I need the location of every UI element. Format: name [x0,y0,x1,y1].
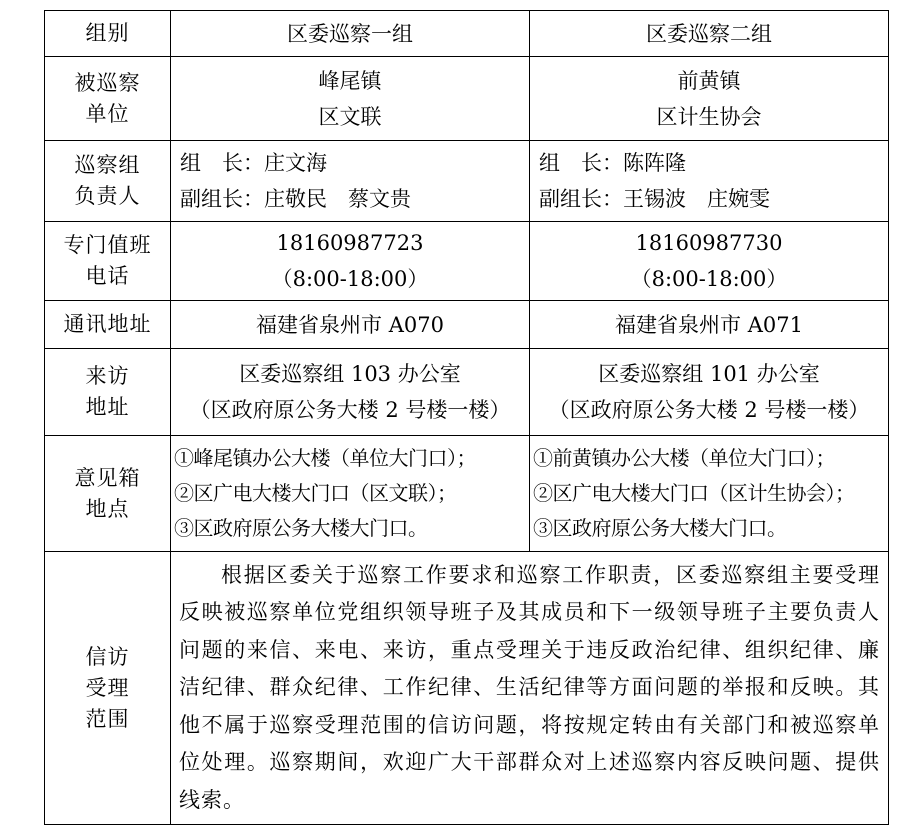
label-line: 受理 [85,675,130,700]
label-line: 负责人 [74,184,141,208]
group2-phone [530,222,889,301]
visit-building: （区政府原公务大楼 2 号楼一楼） [548,398,870,422]
leader-line: 组 长：陈阵隆 [539,151,686,175]
group2-visit [530,349,889,436]
row-mailbox [45,436,889,552]
mailbox-location: ③区政府原公务大楼大门口。 [533,516,787,540]
group1-units [171,57,530,141]
label-line: 地址 [85,395,130,419]
label-line: 电话 [85,264,130,288]
label-phone [45,222,171,301]
label-line: 信访 [85,644,130,669]
mailbox-location: ③区政府原公务大楼大门口。 [174,516,428,540]
group1-address: 福建省泉州市 A070 [171,301,530,349]
label-units [45,57,171,141]
label-line: 专门值班 [63,233,152,257]
label-mailbox [45,436,171,552]
row-scope [45,552,889,825]
label-address: 通讯地址 [45,301,171,349]
row-phone [45,222,889,301]
label-line: 意见箱 [74,465,141,490]
phone-number: 18160987723 [276,231,424,255]
label-line: 被巡察 [74,70,141,95]
leader-line: 副组长：庄敬民 蔡文贵 [180,187,411,211]
label-group: 组别 [45,11,171,57]
label-line: 单位 [85,101,130,126]
visit-office: 区委巡察组 101 办公室 [598,362,820,386]
group2-units [530,57,889,141]
mailbox-location: ②区广电大楼大门口（区文联）； [174,481,457,505]
group1-visit [171,349,530,436]
group1-leaders [171,141,530,222]
row-leaders [45,141,889,222]
visit-office: 区委巡察组 103 办公室 [239,362,461,386]
group2-mailbox [530,436,889,552]
label-line: 范围 [85,706,130,731]
unit-name: 峰尾镇 [318,68,382,93]
label-line: 巡察组 [74,153,141,177]
phone-hours: （8:00-18:00） [271,267,429,291]
group2-leaders [530,141,889,222]
phone-hours: （8:00-18:00） [630,267,788,291]
group1-mailbox [171,436,530,552]
leader-line: 副组长：王锡波 庄婉雯 [539,187,770,211]
label-leaders [45,141,171,222]
scope-description: 根据区委关于巡察工作要求和巡察工作职责，区委巡察组主要受理反映被巡察单位党组织领导班子及其成员和下一级领导班子主要负责人问题的来信、来电、来访，重点受理关于违反政治纪律、组织纪律、廉洁纪律、群众纪律、工作纪律、生活纪律等方面问题的举报和反映。其他不属于巡察受理范围的信访问题，将按规定转由有关部门和被巡察单位处理。巡察期间，欢迎广大干部群众对上述巡察内容反映问题、提供线索。 [171,552,889,825]
group2-name: 区委巡察二组 [530,11,889,57]
group1-name: 区委巡察一组 [171,11,530,57]
row-address [45,301,889,349]
mailbox-location: ①峰尾镇办公大楼（单位大门口）； [174,446,476,470]
phone-number: 18160987730 [635,231,783,255]
unit-name: 区文联 [318,104,382,129]
visit-building: （区政府原公务大楼 2 号楼一楼） [189,398,511,422]
unit-name: 区计生协会 [656,104,762,129]
label-scope [45,552,171,825]
mailbox-location: ②区广电大楼大门口（区计生协会）； [533,481,855,505]
label-visit [45,349,171,436]
row-visit [45,349,889,436]
leader-line: 组 长：庄文海 [180,151,327,175]
group1-phone [171,222,530,301]
group2-address: 福建省泉州市 A071 [530,301,889,349]
row-units [45,57,889,141]
label-line: 地点 [85,496,130,521]
unit-name: 前黄镇 [677,68,741,93]
label-line: 来访 [85,364,130,388]
mailbox-location: ①前黄镇办公大楼（单位大门口）； [533,446,835,470]
inspection-info-table [44,10,889,825]
row-group [45,11,889,57]
